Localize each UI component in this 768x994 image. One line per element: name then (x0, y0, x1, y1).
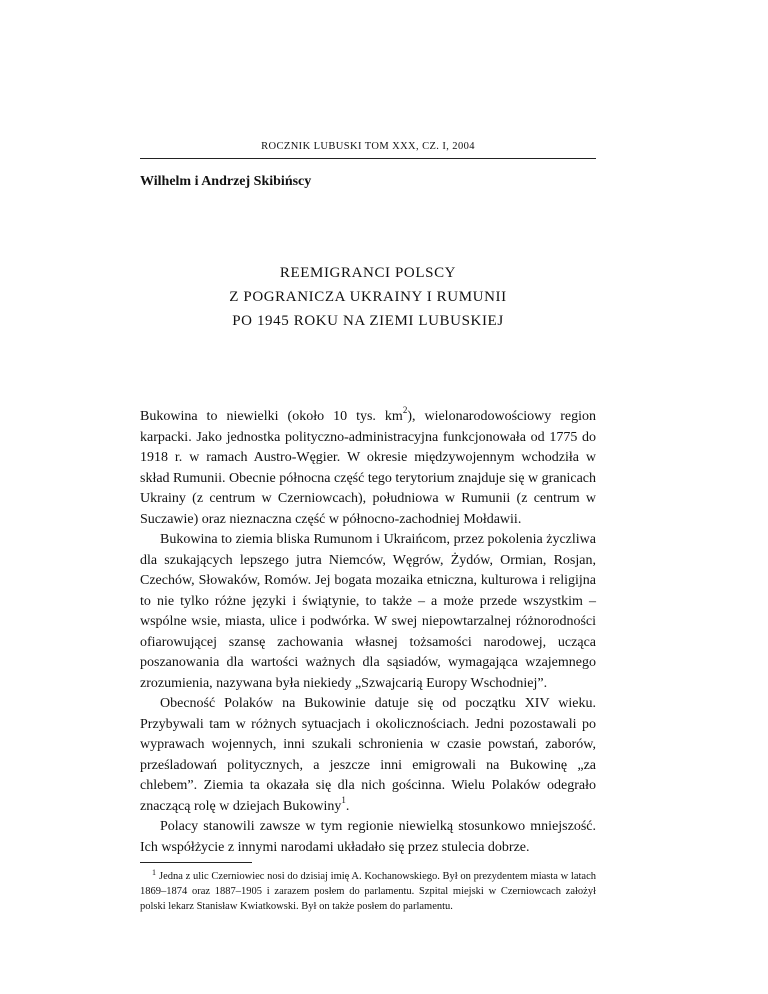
footnote-1 (140, 869, 596, 914)
paragraph-1 (140, 407, 596, 530)
paragraph-4: Polacy stanowili zawsze w tym regionie niewielką stosunkowo mniejszość. Ich współżycie z innymi narodami układało się przez stulecia dobrze. (140, 819, 596, 855)
paragraph-3-part-a: Obecność Polaków na Bukowinie datuje się od początku XIV wieku. Przybywali tam w różnych sytuacjach i okolicznościach. Jedni pozostawali po wyprawach wojennych, inni szukali schronienia w czasie powstań, zaborów, prześladowań politycznych, a jeszcze inni emigrowali na Bukowinę „za chlebem”. Ziemia ta okazała się dla nich gościnna. Wielu Polaków odegrało znaczącą rolę w dziejach Bukowiny (140, 696, 596, 814)
article-title (140, 261, 596, 333)
paragraph-2: Bukowina to ziemia bliska Rumunom i Ukraińcom, przez pokolenia życzliwa dla szukających lepszego jutra Niemców, Węgrów, Żydów, Ormian, Rosjan, Czechów, Słowaków, Romów. Jej bogata mozaika etniczna, kulturowa i religijna to nie tylko różne języki i świątynie, to także – a może przede wszystkim – wspólne wsie, miasta, ulice i podwórka. W swej niepowtarzalnej różnorodności ofiarowującej szansę zachowania własnej tożsamości narodowej, ucząca poszanowania dla wartości ważnych dla sąsiadów, wymagająca wzajemnego zrozumienia, nazywana była niekiedy „Szwajcarią Europy Wschodniej”. (140, 532, 596, 691)
title-line-1: REEMIGRANCI POLSCY (279, 265, 457, 281)
running-head: ROCZNIK LUBUSKI TOM XXX, CZ. I, 2004 (261, 141, 475, 152)
footnote-ref-1[interactable]: 1 (341, 794, 346, 805)
superscript-2: 2 (402, 405, 408, 416)
title-line-2: Z POGRANICZA UKRAINY I RUMUNII (229, 289, 507, 305)
footnote-rule (140, 862, 252, 863)
article-body (140, 407, 596, 858)
paragraph-1-part-b: ), wielonarodowościowy region karpacki. Jako jednostka polityczno-administracyjna funkcjonowała od 1775 do 1918 r. w ramach Austro-Węgier. W okresie międzywojennym wchodziła w skład Rumunii. Obecnie północna część tego terytorium znajduje się w granicach Ukrainy (z centrum w Czerniowcach), południowa w Rumunii (z centrum w Suczawie) oraz nieznaczna część w północno-zachodniej Mołdawii. (140, 409, 597, 527)
header-rule (140, 158, 596, 159)
paragraph-3-part-b: . (345, 798, 350, 814)
title-line-3: PO 1945 ROKU NA ZIEMI LUBUSKIEJ (232, 313, 504, 329)
authors: Wilhelm i Andrzej Skibińscy (140, 174, 312, 189)
paragraph-1-part-a: Bukowina to niewielki (około 10 tys. km (140, 409, 403, 424)
footnote-number: 1 (152, 868, 156, 877)
page (140, 140, 596, 914)
footnote-text: Jedna z ulic Czerniowiec nosi do dzisiaj imię A. Kochanowskiego. Był on prezydentem miasta w latach 1869–1874 oraz 1887–1905 i zarazem posłem do parlamentu. Szpital miejski w Czerniowcach założył polski lekarz Stanisław Kwiatkowski. Był on także posłem do parlamentu. (140, 871, 596, 912)
paragraph-3 (140, 694, 596, 817)
